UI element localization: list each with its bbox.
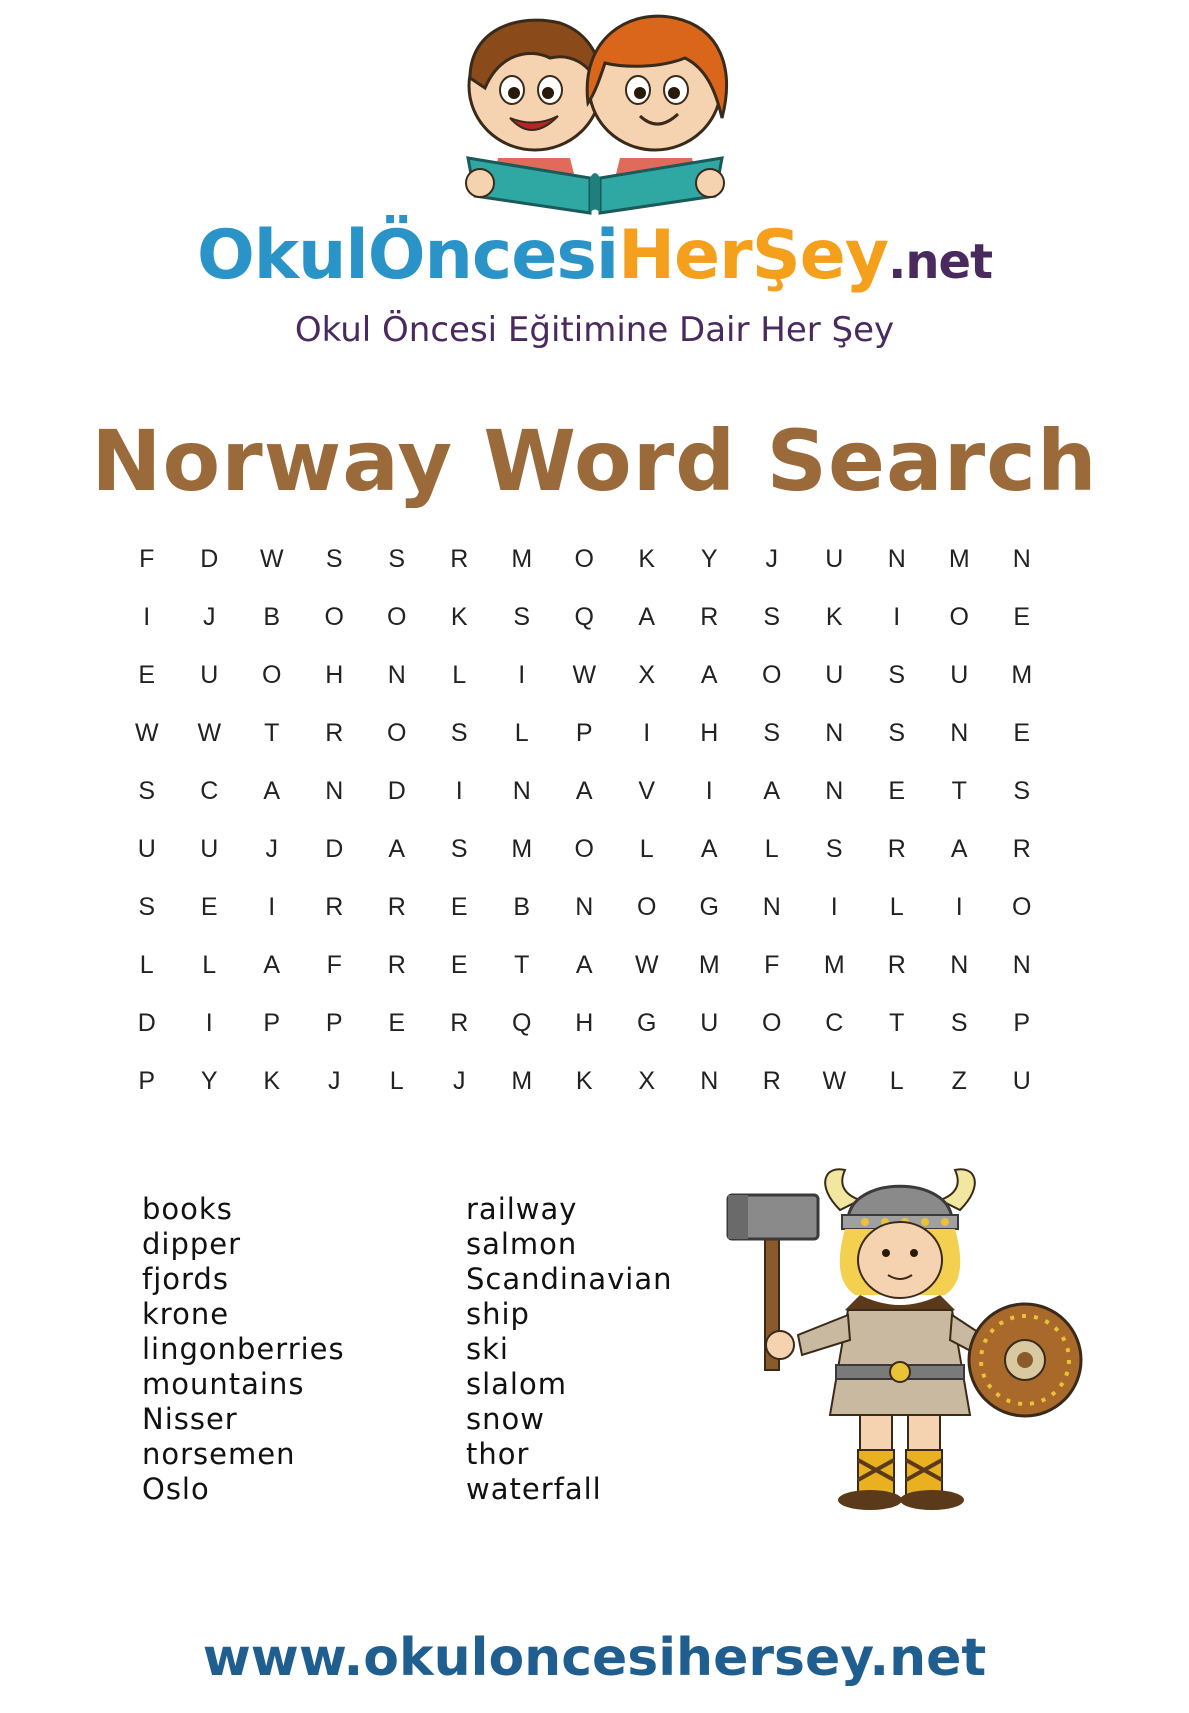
grid-letter: O [1012, 892, 1033, 921]
grid-letter: O [762, 1008, 783, 1037]
grid-letter: N [700, 1066, 720, 1095]
grid-letter: U [825, 544, 845, 573]
grid-letter: H [700, 718, 720, 747]
grid-letter: D [200, 544, 220, 573]
grid-letter: J [765, 544, 779, 573]
grid-letter: J [328, 1066, 342, 1095]
word-list-item: waterfall [466, 1472, 602, 1506]
grid-letter: A [700, 834, 719, 863]
grid-letter: N [325, 776, 345, 805]
grid-letter: S [888, 660, 907, 689]
grid-letter: L [514, 718, 530, 747]
grid-letter: L [764, 834, 780, 863]
grid-letter: G [637, 1008, 658, 1037]
grid-letter: R [450, 544, 470, 573]
grid-letter: O [387, 602, 408, 631]
grid-letter: W [134, 718, 160, 747]
grid-letter: F [764, 950, 781, 979]
grid-letter: R [387, 892, 407, 921]
grid-letter: I [518, 660, 527, 689]
grid-letter: Q [512, 1008, 533, 1037]
kids-reading-book-icon [440, 8, 750, 218]
grid-letter: N [950, 950, 970, 979]
grid-letter: W [822, 1066, 848, 1095]
word-list-item: mountains [142, 1367, 305, 1401]
grid-letter: U [137, 834, 157, 863]
grid-letter: I [643, 718, 652, 747]
grid-letter: P [138, 1066, 157, 1095]
grid-letter: Y [200, 1066, 219, 1095]
grid-letter: S [138, 776, 157, 805]
grid-letter: I [143, 602, 152, 631]
grid-letter: O [574, 834, 595, 863]
grid-letter: A [763, 776, 782, 805]
grid-letter: I [268, 892, 277, 921]
grid-letter: R [325, 892, 345, 921]
grid-letter: A [950, 834, 969, 863]
grid-letter: T [264, 718, 281, 747]
grid-letter: H [325, 660, 345, 689]
grid-letter: G [699, 892, 720, 921]
grid-letter: A [388, 834, 407, 863]
grid-letter: O [262, 660, 283, 689]
grid-letter: Z [951, 1066, 968, 1095]
grid-letter: A [263, 950, 282, 979]
word-list-item: slalom [466, 1367, 567, 1401]
grid-letter: L [639, 834, 655, 863]
grid-letter: E [1013, 602, 1032, 631]
word-list-item: Nisser [142, 1402, 238, 1436]
grid-letter: M [948, 544, 971, 573]
word-list-item: salmon [466, 1227, 578, 1261]
grid-letter: S [1013, 776, 1032, 805]
grid-letter: L [389, 1066, 405, 1095]
grid-letter: N [1012, 544, 1032, 573]
grid-letter: E [450, 892, 469, 921]
grid-letter: I [455, 776, 464, 805]
grid-letter: E [1013, 718, 1032, 747]
grid-letter: M [1011, 660, 1034, 689]
grid-letter: L [202, 950, 218, 979]
grid-letter: M [511, 834, 534, 863]
grid-letter: J [453, 1066, 467, 1095]
grid-letter: U [700, 1008, 720, 1037]
grid-letter: S [325, 544, 344, 573]
grid-letter: M [823, 950, 846, 979]
grid-letter: I [205, 1008, 214, 1037]
grid-letter: R [1012, 834, 1032, 863]
grid-letter: S [138, 892, 157, 921]
grid-letter: X [638, 1066, 657, 1095]
grid-letter: A [638, 602, 657, 631]
grid-letter: E [450, 950, 469, 979]
word-list-item: ski [466, 1332, 509, 1366]
viking-warrior-icon [720, 1165, 1090, 1525]
grid-letter: A [700, 660, 719, 689]
grid-letter: N [387, 660, 407, 689]
grid-letter: O [324, 602, 345, 631]
grid-letter: F [326, 950, 343, 979]
word-list-item: Oslo [142, 1472, 210, 1506]
grid-letter: S [513, 602, 532, 631]
grid-letter: U [200, 834, 220, 863]
grid-letter: C [200, 776, 220, 805]
grid-letter: K [263, 1066, 282, 1095]
word-list-item: dipper [142, 1227, 242, 1261]
word-list-item: lingonberries [142, 1332, 345, 1366]
grid-letter: N [512, 776, 532, 805]
grid-letter: E [888, 776, 907, 805]
grid-letter: L [889, 1066, 905, 1095]
grid-letter: K [638, 544, 657, 573]
grid-letter: B [513, 892, 532, 921]
grid-letter: N [825, 776, 845, 805]
grid-letter: X [638, 660, 657, 689]
grid-letter: M [511, 1066, 534, 1095]
grid-letter: R [887, 950, 907, 979]
brand-part-net: .net [888, 234, 993, 290]
grid-letter: K [825, 602, 844, 631]
grid-letter: V [638, 776, 657, 805]
grid-letter: O [762, 660, 783, 689]
grid-letter: W [634, 950, 660, 979]
grid-letter: T [889, 1008, 906, 1037]
word-list-item: railway [466, 1192, 578, 1226]
grid-letter: D [387, 776, 407, 805]
grid-letter: P [575, 718, 594, 747]
word-list-item: krone [142, 1297, 230, 1331]
word-search-grid [116, 530, 1076, 1110]
brand-logo-text [0, 216, 1189, 295]
grid-letter: U [825, 660, 845, 689]
grid-letter: O [574, 544, 595, 573]
grid-letter: A [575, 776, 594, 805]
grid-letter: R [387, 950, 407, 979]
grid-letter: K [575, 1066, 594, 1095]
word-list-item: Scandinavian [466, 1262, 673, 1296]
grid-letter: I [893, 602, 902, 631]
page-title: Norway Word Search [91, 412, 1098, 510]
grid-letter: T [514, 950, 531, 979]
grid-letter: T [951, 776, 968, 805]
grid-letter: E [388, 1008, 407, 1037]
grid-letter: S [450, 718, 469, 747]
grid-letter: N [575, 892, 595, 921]
brand-part-hersey: HerŞey [618, 216, 889, 295]
footer-website-url: www.okuloncesihersey.net [202, 1628, 987, 1688]
grid-letter: S [825, 834, 844, 863]
grid-letter: D [325, 834, 345, 863]
grid-letter: K [450, 602, 469, 631]
word-list-item: norsemen [142, 1437, 296, 1471]
grid-letter: W [572, 660, 598, 689]
grid-letter: N [1012, 950, 1032, 979]
grid-letter: R [887, 834, 907, 863]
grid-letter: U [200, 660, 220, 689]
grid-letter: R [325, 718, 345, 747]
grid-letter: L [889, 892, 905, 921]
grid-letter: I [705, 776, 714, 805]
grid-letter: J [203, 602, 217, 631]
grid-letter: N [950, 718, 970, 747]
grid-letter: L [139, 950, 155, 979]
grid-letter: U [1012, 1066, 1032, 1095]
grid-letter: M [511, 544, 534, 573]
grid-letter: D [137, 1008, 157, 1037]
grid-letter: J [265, 834, 279, 863]
brand-part-okuloncesi: OkulÖncesi [196, 216, 619, 295]
grid-letter: L [452, 660, 468, 689]
grid-letter: O [637, 892, 658, 921]
grid-letter: U [950, 660, 970, 689]
grid-letter: H [575, 1008, 595, 1037]
grid-letter: O [949, 602, 970, 631]
word-list-item: books [142, 1192, 233, 1226]
grid-letter: P [1013, 1008, 1032, 1037]
word-list-item: fjords [142, 1262, 229, 1296]
grid-letter: R [700, 602, 720, 631]
word-list-item: snow [466, 1402, 545, 1436]
grid-letter: M [698, 950, 721, 979]
grid-letter: S [888, 718, 907, 747]
grid-letter: F [139, 544, 156, 573]
grid-letter: N [887, 544, 907, 573]
brand-tagline: Okul Öncesi Eğitimine Dair Her Şey [294, 310, 895, 350]
grid-letter: P [263, 1008, 282, 1037]
grid-letter: S [450, 834, 469, 863]
grid-letter: N [825, 718, 845, 747]
grid-letter: S [763, 602, 782, 631]
word-list-column-1 [142, 1192, 345, 1507]
grid-letter: C [825, 1008, 845, 1037]
grid-letter: N [762, 892, 782, 921]
grid-letter: A [263, 776, 282, 805]
grid-letter: B [263, 602, 282, 631]
word-list-item: ship [466, 1297, 530, 1331]
grid-letter: R [450, 1008, 470, 1037]
grid-letter: S [763, 718, 782, 747]
grid-letter: E [200, 892, 219, 921]
grid-letter: E [138, 660, 157, 689]
grid-letter: S [388, 544, 407, 573]
grid-letter: O [387, 718, 408, 747]
grid-letter: I [830, 892, 839, 921]
grid-letter: R [762, 1066, 782, 1095]
grid-letter: I [955, 892, 964, 921]
grid-letter: A [575, 950, 594, 979]
grid-letter: Y [700, 544, 719, 573]
grid-letter: P [325, 1008, 344, 1037]
grid-letter: S [950, 1008, 969, 1037]
grid-letter: W [259, 544, 285, 573]
grid-letter: W [197, 718, 223, 747]
word-list-column-2 [466, 1192, 673, 1507]
grid-letter: Q [574, 602, 595, 631]
word-list-item: thor [466, 1437, 530, 1471]
